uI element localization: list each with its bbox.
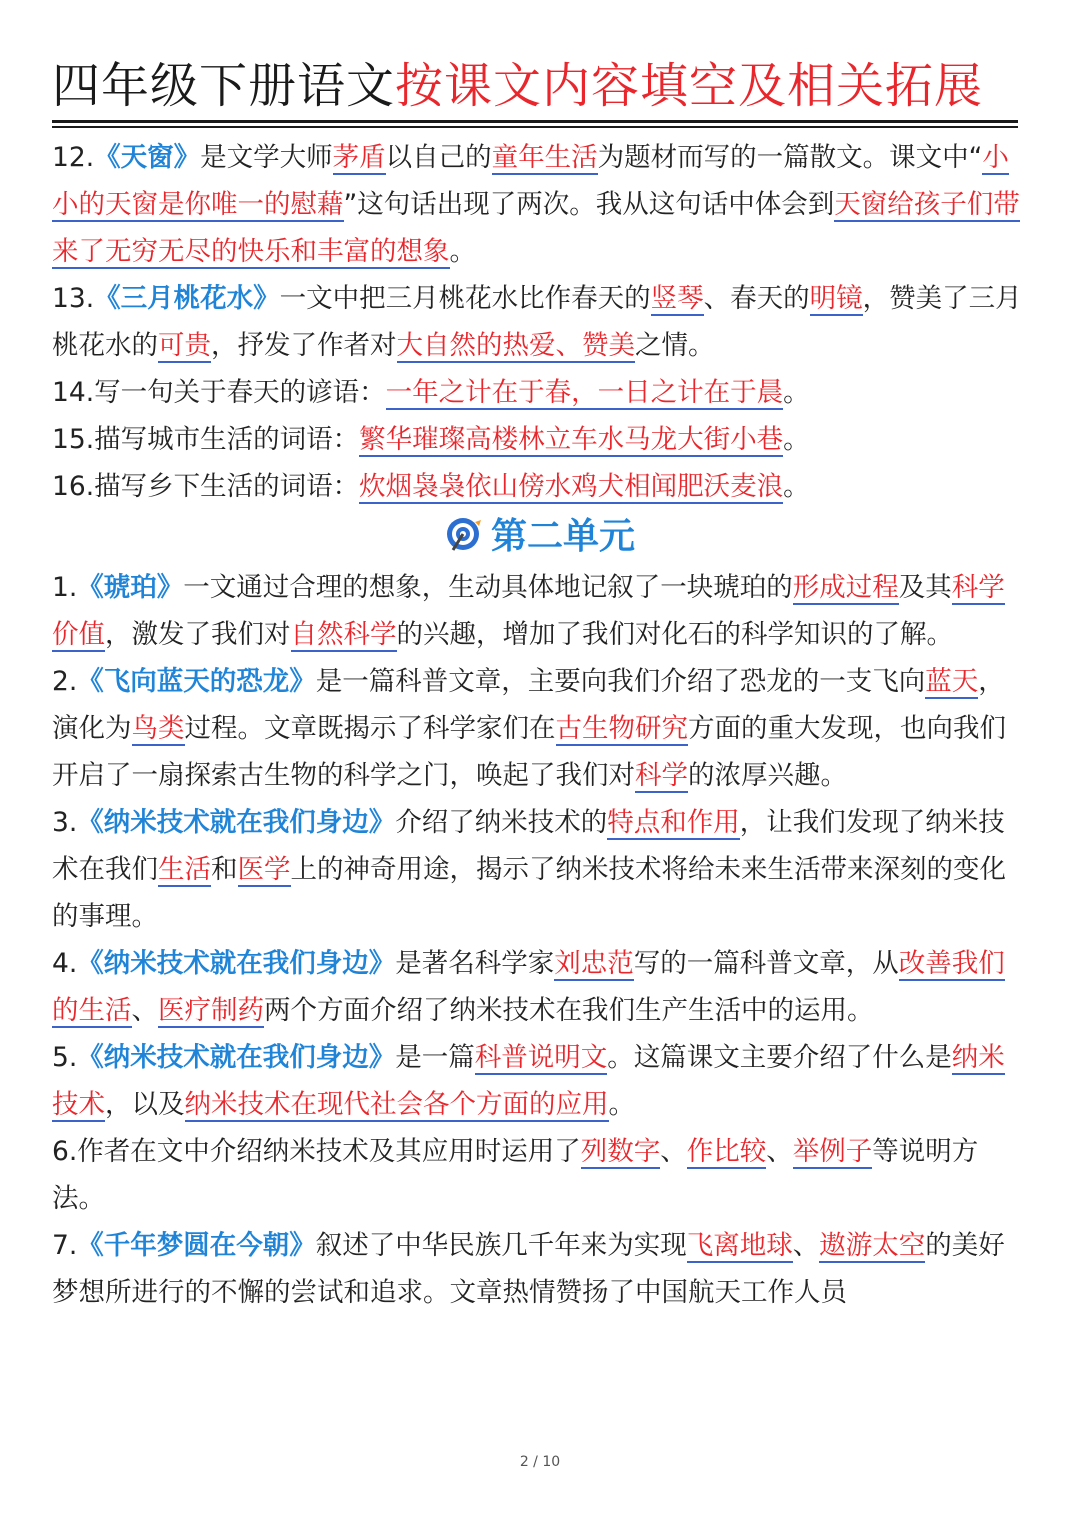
body-text: ”这句话出现了两次。我从这句话中体会到 [343, 189, 835, 220]
list-item [52, 940, 1028, 1034]
lesson-title: 《纳米技术就在我们身边》 [77, 1042, 396, 1073]
body-text: 一文通过合理的想象，生动具体地记叙了一块琥珀的 [183, 572, 793, 603]
item-number: 15. [52, 424, 95, 455]
answer-text: 古生物研究 [555, 713, 688, 744]
body-text: 方面的重大发现，也向我们开启了一扇探索古生物的科学之门，唤起了我们对 [52, 713, 1006, 791]
lesson-title: 《纳米技术就在我们身边》 [77, 807, 396, 838]
item-number: 13. [52, 283, 95, 314]
item-number: 14. [52, 377, 95, 408]
body-text: 。 [608, 1089, 635, 1120]
answer-text: 自然科学 [290, 619, 397, 650]
answer-text: 鸟类 [131, 713, 185, 744]
body-text: 、春天的 [703, 283, 810, 314]
body-text: 和 [211, 854, 238, 885]
list-item [52, 369, 1028, 416]
lesson-title: 《纳米技术就在我们身边》 [77, 948, 396, 979]
answer-text: 茅盾 [332, 142, 386, 173]
body-text: 作者在文中介绍纳米技术及其应用时运用了 [77, 1136, 581, 1167]
body-text: 。 [783, 377, 810, 408]
body-text: ，抒发了作者对 [211, 330, 397, 361]
unit2-item-list [52, 564, 1028, 1316]
answer-text: 竖琴 [650, 283, 704, 314]
lesson-title: 《飞向蓝天的恐龙》 [77, 666, 316, 697]
body-text: 是一篇 [395, 1042, 475, 1073]
item-number: 1. [52, 572, 78, 603]
body-text: 写一句关于春天的谚语： [94, 377, 386, 408]
body-text: ，赞美了三月桃花水的 [52, 283, 1022, 361]
answer-text: 蓝天 [925, 666, 979, 697]
answer-text: 可贵 [158, 330, 211, 361]
body-text: 是一篇科普文章，主要向我们介绍了恐龙的一支飞向 [315, 666, 926, 697]
item-number: 5. [52, 1042, 78, 1073]
lesson-title: 《三月桃花水》 [94, 283, 280, 314]
answer-text: 刘忠范 [554, 948, 634, 979]
target-icon [445, 516, 485, 556]
answer-text: 作比较 [686, 1136, 767, 1167]
header-title-red: 按课文内容填空及相关拓展 [395, 58, 984, 114]
body-text: 、 [131, 995, 158, 1026]
body-text: 的兴趣，增加了我们对化石的科学知识的了解。 [396, 619, 953, 650]
header-rule-thin [52, 126, 1018, 128]
answer-text: 遨游太空 [819, 1230, 926, 1261]
answer-text: 大自然的热爱、赞美 [396, 330, 635, 361]
item-number: 4. [52, 948, 78, 979]
body-text: 等说明方法。 [52, 1136, 979, 1214]
body-text: 。 [783, 424, 810, 455]
answer-text: 医学 [237, 854, 291, 885]
body-text: 。 [783, 471, 810, 502]
answer-text: 纳米技术在现代社会各个方面的应用 [184, 1089, 609, 1120]
answer-text: 改善我们的生活 [52, 948, 1005, 1026]
answer-text: 科学价值 [52, 572, 1005, 650]
body-text: 描写乡下生活的词语： [94, 471, 360, 502]
answer-text: 医疗制药 [158, 995, 264, 1026]
list-item [52, 658, 1028, 799]
body-text: 之情。 [635, 330, 715, 361]
answer-text: 纳米技术 [52, 1042, 1005, 1120]
answer-text: 特点和作用 [607, 807, 740, 838]
body-text: 为题材而写的一篇散文。课文中“ [597, 142, 983, 173]
body-text: 描写城市生活的词语： [94, 424, 360, 455]
answer-text: 繁华璀璨高楼林立车水马龙大街小巷 [359, 424, 784, 455]
answer-text: 明镜 [809, 283, 863, 314]
body-text: 一文中把三月桃花水比作春天的 [279, 283, 651, 314]
page-header [52, 56, 1024, 116]
body-text: 过程。文章既揭示了科学家们在 [184, 713, 556, 744]
body-text: 及其 [898, 572, 952, 603]
answer-text: 科学 [635, 760, 688, 791]
body-text: 的浓厚兴趣。 [688, 760, 847, 791]
answer-text: 炊烟袅袅依山傍水鸡犬相闻肥沃麦浪 [359, 471, 784, 502]
body-text: 。这篇课文主要介绍了什么是 [607, 1042, 952, 1073]
unit2-title: 第二单元 [490, 516, 635, 557]
item-number: 7. [52, 1230, 78, 1261]
answer-text: 一年之计在于春，一日之计在于晨 [385, 377, 784, 408]
header-rule-thick [52, 120, 1018, 123]
list-item [52, 134, 1028, 275]
body-text: 、 [660, 1136, 687, 1167]
body-text: 是文学大师 [200, 142, 333, 173]
answer-text: 生活 [158, 854, 211, 885]
list-item [52, 564, 1028, 658]
list-item [52, 463, 1028, 510]
answer-text: 飞离地球 [686, 1230, 793, 1261]
body-text: 、 [766, 1136, 793, 1167]
answer-text: 列数字 [580, 1136, 661, 1167]
body-text: ，以及 [105, 1089, 185, 1120]
lesson-title: 《天窗》 [94, 142, 201, 173]
body-text: 上的神奇用途，揭示了纳米技术将给未来生活带来深刻的变化的事理。 [52, 854, 1006, 932]
page-number: 2 / 10 [519, 1454, 561, 1470]
list-item [52, 799, 1028, 940]
item-number: 12. [52, 142, 95, 173]
item-number: 16. [52, 471, 95, 502]
item-number: 6. [52, 1136, 78, 1167]
body-text: ，让我们发现了纳米技术在我们 [52, 807, 1005, 885]
body-text: 两个方面介绍了纳米技术在我们生产生活中的运用。 [264, 995, 874, 1026]
answer-text: 举例子 [792, 1136, 873, 1167]
body-text: 。 [449, 236, 476, 267]
body-text: 、 [792, 1230, 820, 1261]
body-text: ，演化为 [52, 666, 1005, 744]
item-number: 3. [52, 807, 78, 838]
answer-text: 小小的天窗是你唯一的慰藉 [52, 142, 1009, 220]
unit2-heading [52, 510, 1028, 564]
answer-text: 童年生活 [491, 142, 598, 173]
unit1-item-list [52, 134, 1028, 510]
body-text: 写的一篇科普文章，从 [633, 948, 899, 979]
item-number: 2. [52, 666, 78, 697]
document-body [52, 134, 1028, 1316]
body-text: 介绍了纳米技术的 [395, 807, 608, 838]
list-item [52, 416, 1028, 463]
header-title-black: 四年级下册语文 [52, 58, 396, 114]
body-text: ，激发了我们对 [105, 619, 291, 650]
lesson-title: 《千年梦圆在今朝》 [77, 1230, 316, 1261]
body-text: 的美好梦想所进行的不懈的尝试和追求。文章热情赞扬了中国航天工作人员 [52, 1230, 1005, 1308]
list-item [52, 1222, 1028, 1316]
list-item [52, 1128, 1028, 1222]
body-text: 叙述了中华民族几千年来为实现 [315, 1230, 687, 1261]
body-text: 是著名科学家 [395, 948, 555, 979]
answer-text: 天窗给孩子们带来了无穷无尽的快乐和丰富的想象 [52, 189, 1020, 267]
list-item [52, 1034, 1028, 1128]
body-text: 以自己的 [385, 142, 492, 173]
answer-text: 形成过程 [792, 572, 899, 603]
list-item [52, 275, 1028, 369]
lesson-title: 《琥珀》 [77, 572, 184, 603]
answer-text: 科普说明文 [474, 1042, 608, 1073]
